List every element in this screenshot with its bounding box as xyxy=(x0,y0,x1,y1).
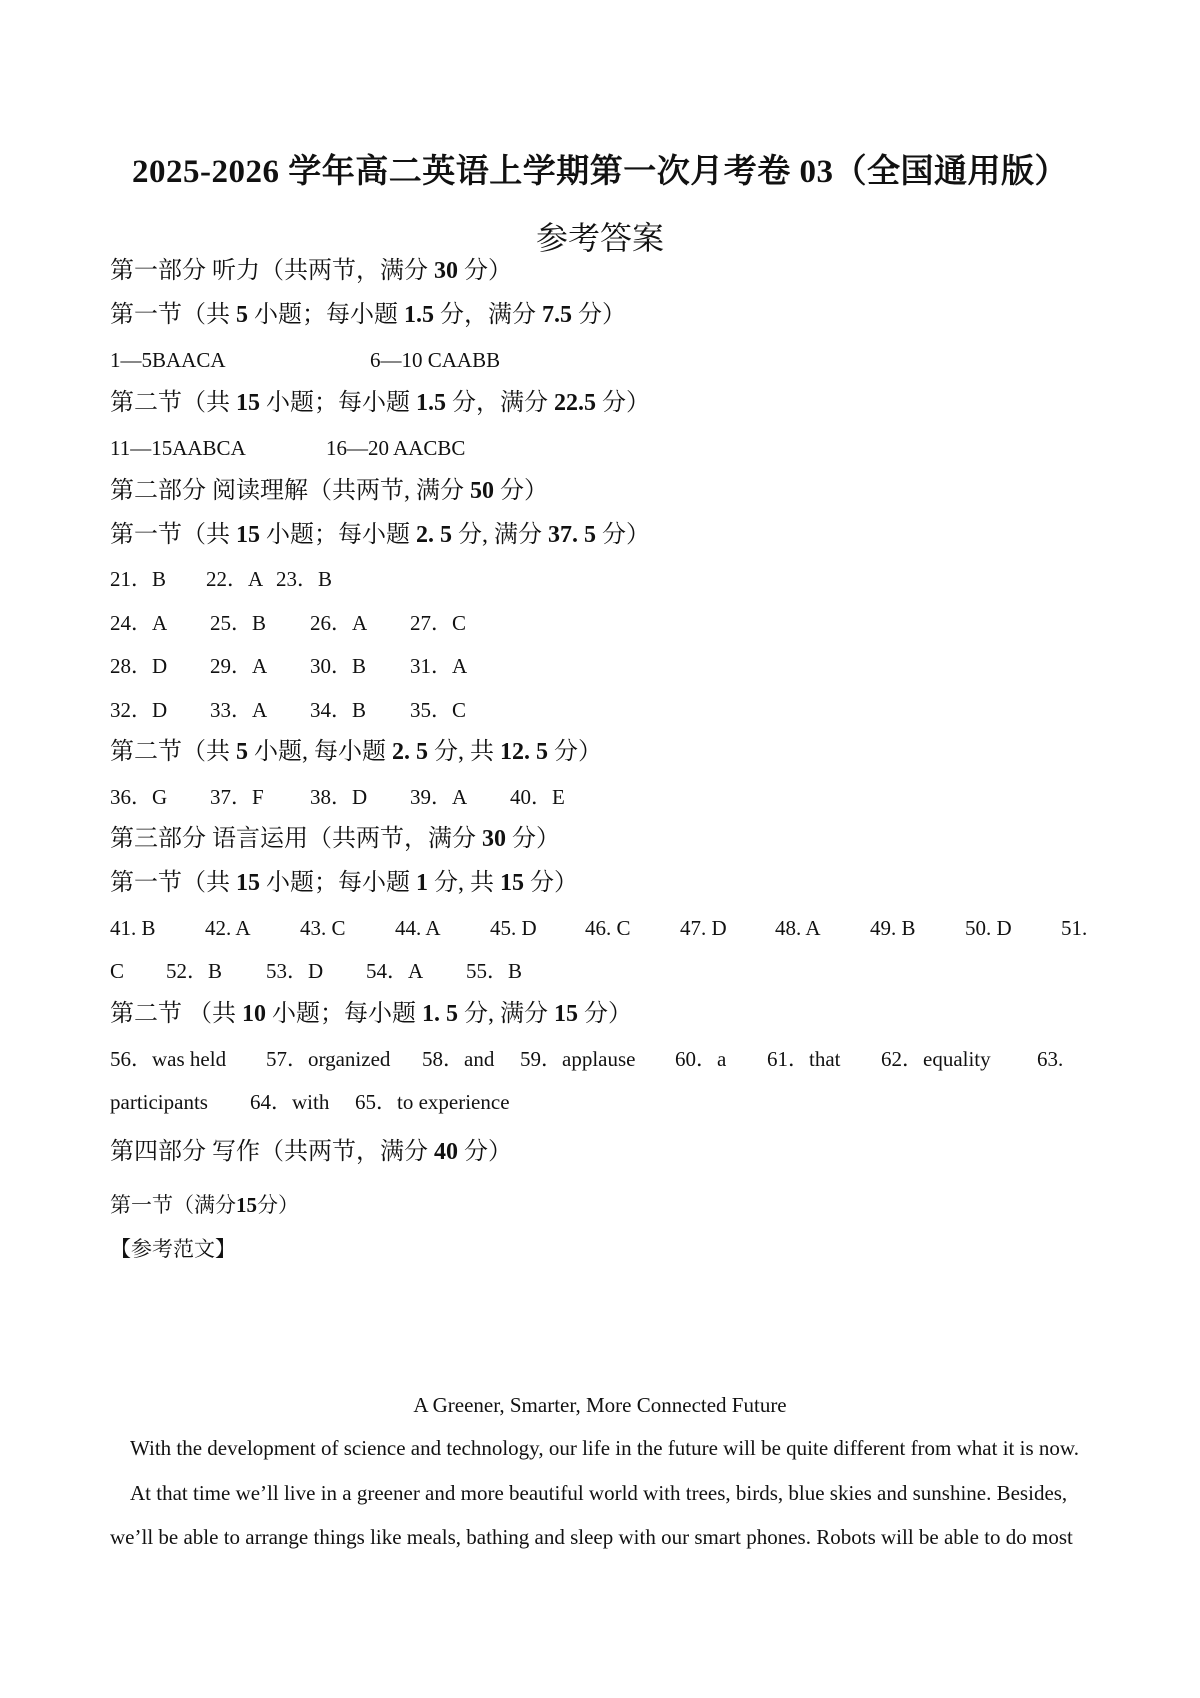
part2-heading: 第二部分 阅读理解（共两节, 满分 50 分） xyxy=(110,478,548,504)
essay-line: With the development of science and technology, our life in the future will be quite different from what it is now. xyxy=(130,1436,1079,1460)
answer-item: 31．A xyxy=(410,654,468,678)
answer-group: 6—10 CAABB xyxy=(370,348,501,372)
answer-item: 61．that xyxy=(767,1047,841,1071)
part2-section1-row1 xyxy=(110,564,332,594)
answer-item: 46. C xyxy=(585,916,631,940)
answer-item: C xyxy=(110,959,125,983)
document-subtitle: 参考答案 xyxy=(535,220,664,256)
answer-item: 65．to experience xyxy=(355,1090,510,1114)
part1-section1-answers xyxy=(110,345,500,375)
part2-section2-row xyxy=(110,782,565,812)
answer-item: 39．A xyxy=(410,785,468,809)
part3-section1-row1 xyxy=(110,913,1087,943)
part2-section1-row3 xyxy=(110,651,467,681)
answer-item: participants xyxy=(110,1090,208,1114)
part3-heading: 第三部分 语言运用（共两节，满分 30 分） xyxy=(110,826,560,852)
answer-item: 27．C xyxy=(410,611,467,635)
part4-section1-heading: 第一节（满分15分） xyxy=(110,1193,299,1217)
answer-item: 29．A xyxy=(210,654,268,678)
answer-item: 58．and xyxy=(422,1047,495,1071)
answer-item: 47. D xyxy=(680,916,727,940)
part1-heading: 第一部分 听力（共两节，满分 30 分） xyxy=(110,258,512,284)
document-title: 2025-2026 学年高二英语上学期第一次月考卷 03（全国通用版） xyxy=(132,154,1068,190)
answer-item: 26．A xyxy=(310,611,368,635)
part2-section1-row4 xyxy=(110,695,466,725)
part1-section2-heading: 第二节（共 15 小题；每小题 1.5 分，满分 22.5 分） xyxy=(110,390,650,416)
answer-item: 35．C xyxy=(410,698,467,722)
answer-item: 43. C xyxy=(300,916,346,940)
answer-group: 11—15AABCA xyxy=(110,436,246,460)
part3-section2-row1 xyxy=(110,1044,1063,1074)
answer-item: 51. xyxy=(1061,916,1088,940)
answer-item: 28．D xyxy=(110,654,168,678)
sample-essay-label: 【参考范文】 xyxy=(110,1237,236,1261)
answer-item: 40．E xyxy=(510,785,565,809)
answer-item: 44. A xyxy=(395,916,441,940)
answer-item: 34．B xyxy=(310,698,367,722)
answer-item: 22．A xyxy=(206,567,264,591)
answer-group: 16—20 AACBC xyxy=(326,436,466,460)
answer-item: 54．A xyxy=(366,959,424,983)
part2-section2-heading: 第二节（共 5 小题, 每小题 2. 5 分, 共 12. 5 分） xyxy=(110,739,602,765)
answer-item: 52．B xyxy=(166,959,223,983)
answer-item: 56．was held xyxy=(110,1047,227,1071)
answer-item: 32．D xyxy=(110,698,168,722)
part3-section2-row2 xyxy=(110,1087,510,1117)
answer-item: 37．F xyxy=(210,785,264,809)
answer-item: 63. xyxy=(1037,1047,1064,1071)
essay-line: we’ll be able to arrange things like meals, bathing and sleep with our smart phones. Robots will be able to do most xyxy=(110,1525,1073,1549)
answer-item: 55．B xyxy=(466,959,523,983)
answer-item: 36．G xyxy=(110,785,168,809)
essay-title: A Greener, Smarter, More Connected Future xyxy=(413,1393,787,1417)
answer-item: 62．equality xyxy=(881,1047,991,1071)
part3-section2-heading: 第二节 （共 10 小题；每小题 1. 5 分, 满分 15 分） xyxy=(110,1001,632,1027)
part2-section1-row2 xyxy=(110,608,466,638)
essay-line: At that time we’ll live in a greener and more beautiful world with trees, birds, blue skies and sunshine. Besides, xyxy=(130,1481,1068,1505)
answer-item: 50. D xyxy=(965,916,1012,940)
answer-item: 33．A xyxy=(210,698,268,722)
answer-item: 23．B xyxy=(276,567,333,591)
answer-item: 30．B xyxy=(310,654,367,678)
part2-section1-heading: 第一节（共 15 小题；每小题 2. 5 分, 满分 37. 5 分） xyxy=(110,522,650,548)
answer-item: 21．B xyxy=(110,567,167,591)
answer-item: 64．with xyxy=(250,1090,330,1114)
answer-item: 41. B xyxy=(110,916,156,940)
part3-section1-heading: 第一节（共 15 小题；每小题 1 分, 共 15 分） xyxy=(110,870,578,896)
answer-item: 38．D xyxy=(310,785,368,809)
part4-heading: 第四部分 写作（共两节，满分 40 分） xyxy=(110,1139,512,1165)
part1-section2-answers xyxy=(110,433,465,463)
answer-item: 45. D xyxy=(490,916,537,940)
part1-section1-heading: 第一节（共 5 小题；每小题 1.5 分，满分 7.5 分） xyxy=(110,302,626,328)
part3-section1-row2 xyxy=(110,956,522,986)
answer-item: 59．applause xyxy=(520,1047,636,1071)
answer-item: 60．a xyxy=(675,1047,727,1071)
answer-group: 1—5BAACA xyxy=(110,348,226,372)
answer-item: 48. A xyxy=(775,916,821,940)
answer-item: 42. A xyxy=(205,916,251,940)
answer-item: 53．D xyxy=(266,959,324,983)
answer-item: 57．organized xyxy=(266,1047,391,1071)
answer-item: 25．B xyxy=(210,611,267,635)
answer-item: 24．A xyxy=(110,611,168,635)
answer-item: 49. B xyxy=(870,916,916,940)
